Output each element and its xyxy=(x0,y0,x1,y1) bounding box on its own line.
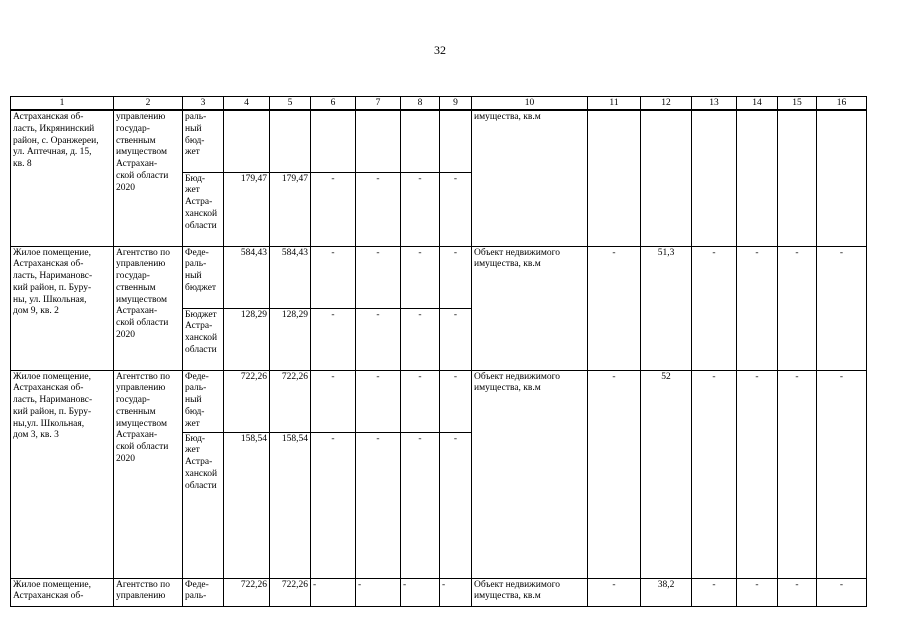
cell-col14: - xyxy=(737,246,778,370)
amount-col4 xyxy=(224,110,270,172)
object-address: Астраханская об- ласть, Икрянинский район, с. Оранжереи, ул. Аптечная, д. 15, кв. 8 xyxy=(11,110,114,246)
cell-col11 xyxy=(588,110,641,246)
col-header: 15 xyxy=(778,97,817,111)
table-row xyxy=(11,370,867,432)
object-address: Жилое помещение, Астраханская об- xyxy=(11,578,114,606)
cell-col13: - xyxy=(692,578,737,606)
funding-source: Бюд- жет Астра- ханской области xyxy=(183,432,224,578)
col-header: 14 xyxy=(737,97,778,111)
cell-col6: - xyxy=(311,432,356,578)
col-header: 13 xyxy=(692,97,737,111)
agency-name: Агентство по управлению xyxy=(114,578,183,606)
area-value: 52 xyxy=(641,370,692,578)
cell-col14: - xyxy=(737,578,778,606)
object-type: Объект недвижимого имущества, кв.м xyxy=(472,370,588,578)
cell-col15: - xyxy=(778,246,817,370)
amount-col5 xyxy=(270,110,311,172)
amount-col5: 179,47 xyxy=(270,172,311,246)
col-header: 11 xyxy=(588,97,641,111)
col-header: 12 xyxy=(641,97,692,111)
col-header: 1 xyxy=(11,97,114,111)
agency-name: управлению государ- ственным имуществом Астрахан- ской области 2020 xyxy=(114,110,183,246)
col-header: 5 xyxy=(270,97,311,111)
cell-col8: - xyxy=(401,578,440,606)
amount-col4: 722,26 xyxy=(224,578,270,606)
funding-source: Бюд- жет Астра- ханской области xyxy=(183,172,224,246)
amount-col4: 584,43 xyxy=(224,246,270,308)
cell-col16: - xyxy=(817,246,867,370)
cell-col6: - xyxy=(311,172,356,246)
cell-col13: - xyxy=(692,370,737,578)
amount-col5: 128,29 xyxy=(270,308,311,370)
cell-col8: - xyxy=(401,308,440,370)
col-header: 2 xyxy=(114,97,183,111)
cell-col9: - xyxy=(440,432,472,578)
cell-col8: - xyxy=(401,172,440,246)
cell-col9: - xyxy=(440,172,472,246)
data-table xyxy=(10,96,867,607)
cell-col9: - xyxy=(440,246,472,308)
cell-col7 xyxy=(356,110,401,172)
agency-name: Агентство по управлению государ- ственным имуществом Астрахан- ской области 2020 xyxy=(114,246,183,370)
funding-source: Феде- раль- xyxy=(183,578,224,606)
amount-col4: 722,26 xyxy=(224,370,270,432)
area-value: 38,2 xyxy=(641,578,692,606)
area-value: 51,3 xyxy=(641,246,692,370)
cell-col8 xyxy=(401,110,440,172)
object-type: Объект недвижимого имущества, кв.м xyxy=(472,578,588,606)
cell-col7: - xyxy=(356,246,401,308)
cell-col13: - xyxy=(692,246,737,370)
cell-col15 xyxy=(778,110,817,246)
area-value xyxy=(641,110,692,246)
cell-col16: - xyxy=(817,370,867,578)
cell-col7: - xyxy=(356,370,401,432)
funding-source: Феде- раль- ный бюд- жет xyxy=(183,370,224,432)
cell-col7: - xyxy=(356,172,401,246)
cell-col16: - xyxy=(817,578,867,606)
object-address: Жилое помещение, Астраханская об- ласть, Наримановс- кий район, п. Буру- ны,ул. Школьная, дом 3, кв. 3 xyxy=(11,370,114,578)
cell-col8: - xyxy=(401,370,440,432)
cell-col7: - xyxy=(356,578,401,606)
funding-source: Феде- раль- ный бюджет xyxy=(183,246,224,308)
table-row xyxy=(11,246,867,308)
cell-col15: - xyxy=(778,578,817,606)
col-header: 10 xyxy=(472,97,588,111)
object-address: Жилое помещение, Астраханская об- ласть, Наримановс- кий район, п. Буру- ны, ул. Школьная, дом 9, кв. 2 xyxy=(11,246,114,370)
amount-col4: 179,47 xyxy=(224,172,270,246)
cell-col6: - xyxy=(311,308,356,370)
cell-col6 xyxy=(311,110,356,172)
funding-source: Бюджет Астра- ханской области xyxy=(183,308,224,370)
table-row xyxy=(11,110,867,172)
cell-col7: - xyxy=(356,308,401,370)
cell-col14: - xyxy=(737,370,778,578)
table-header xyxy=(11,97,867,111)
col-header: 7 xyxy=(356,97,401,111)
cell-col9 xyxy=(440,110,472,172)
amount-col5: 158,54 xyxy=(270,432,311,578)
cell-col7: - xyxy=(356,432,401,578)
col-header: 16 xyxy=(817,97,867,111)
object-type: Объект недвижимого имущества, кв.м xyxy=(472,246,588,370)
amount-col5: 584,43 xyxy=(270,246,311,308)
amount-col5: 722,26 xyxy=(270,370,311,432)
page-number: 32 xyxy=(434,43,446,57)
table-row xyxy=(11,578,867,606)
cell-col11: - xyxy=(588,370,641,578)
cell-col6: - xyxy=(311,246,356,308)
cell-col11: - xyxy=(588,246,641,370)
agency-name: Агентство по управлению государ- ственным имуществом Астрахан- ской области 2020 xyxy=(114,370,183,578)
cell-col11: - xyxy=(588,578,641,606)
cell-col6: - xyxy=(311,370,356,432)
amount-col4: 158,54 xyxy=(224,432,270,578)
col-header: 8 xyxy=(401,97,440,111)
funding-source: раль- ный бюд- жет xyxy=(183,110,224,172)
cell-col13 xyxy=(692,110,737,246)
object-type: имущества, кв.м xyxy=(472,110,588,246)
cell-col16 xyxy=(817,110,867,246)
amount-col4: 128,29 xyxy=(224,308,270,370)
cell-col9: - xyxy=(440,578,472,606)
cell-col8: - xyxy=(401,246,440,308)
cell-col9: - xyxy=(440,370,472,432)
col-header: 4 xyxy=(224,97,270,111)
cell-col9: - xyxy=(440,308,472,370)
cell-col8: - xyxy=(401,432,440,578)
cell-col14 xyxy=(737,110,778,246)
amount-col5: 722,26 xyxy=(270,578,311,606)
col-header: 9 xyxy=(440,97,472,111)
cell-col6: - xyxy=(311,578,356,606)
cell-col15: - xyxy=(778,370,817,578)
col-header: 3 xyxy=(183,97,224,111)
col-header: 6 xyxy=(311,97,356,111)
